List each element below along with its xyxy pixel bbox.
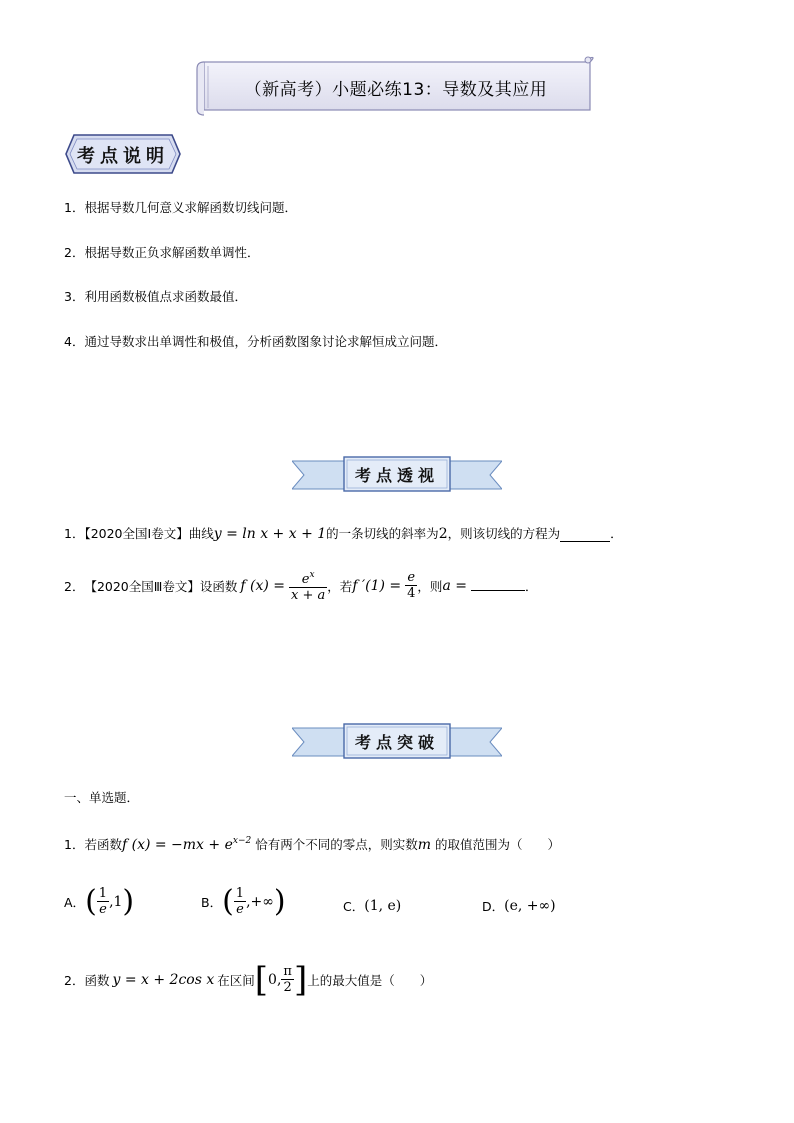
option-a[interactable] — [64, 883, 135, 919]
paren-open: ( — [222, 883, 234, 919]
question-text: ． — [610, 526, 623, 541]
numerator: e — [301, 572, 310, 587]
option-letter: B． — [201, 894, 223, 910]
numerator: e — [405, 570, 417, 586]
note-number: 4． — [64, 334, 85, 349]
question-number: 1． — [64, 837, 85, 852]
bracket-close: ] — [293, 959, 308, 1000]
note-2 — [64, 243, 259, 261]
fraction-1-over-e — [234, 886, 246, 917]
section-ribbon-view — [292, 455, 502, 495]
option-d[interactable] — [482, 897, 556, 915]
interval-start: 0, — [268, 971, 282, 988]
question-text: ，若 — [327, 578, 353, 594]
question-number: 1． — [64, 526, 85, 541]
option-rest: ,1 — [109, 893, 123, 910]
question-text: ． — [524, 578, 538, 594]
fraction-ex-over-xa — [289, 568, 327, 603]
function-expr: f (x) = — [240, 577, 286, 594]
title-banner — [196, 56, 596, 118]
exponent: x−2 — [232, 836, 252, 846]
paren-close: ) — [273, 883, 286, 919]
note-number: 1． — [64, 200, 85, 215]
option-b[interactable] — [201, 883, 286, 919]
question-text: ，则 — [417, 578, 443, 594]
note-number: 2． — [64, 245, 85, 260]
question-text: 恰有两个不同的零点，则实数 — [251, 837, 418, 852]
note-text: 通过导数求出单调性和极值，分析函数图象讨论求解恒成立问题． — [84, 334, 447, 349]
option-c[interactable] — [343, 897, 401, 915]
denominator: 4 — [407, 586, 416, 601]
note-3 — [64, 287, 247, 305]
fraction-pi-over-2 — [281, 964, 294, 995]
ribbon-label: 考点透视 — [354, 466, 439, 485]
source-tag: 【2020全国Ⅲ卷文】 — [84, 578, 200, 594]
section-heading: 一、单选题． — [64, 790, 140, 805]
question-text: 的取值范围为（ ） — [430, 837, 560, 852]
page-title: （新高考）小题必练13：导数及其应用 — [244, 80, 548, 100]
option-letter: A． — [64, 894, 86, 910]
answer-blank — [471, 575, 525, 591]
section-badge-explanation — [64, 133, 182, 175]
view-question-1 — [64, 524, 623, 542]
bracket-open: [ — [254, 959, 269, 1000]
view-question-2 — [64, 568, 537, 603]
numerator: 1 — [98, 886, 108, 901]
denominator: x + a — [291, 588, 326, 603]
numerator: π — [283, 964, 292, 979]
exponent: x — [309, 570, 315, 580]
denominator: e — [99, 902, 107, 917]
option-text: (1, e) — [364, 898, 402, 914]
derivative-expr: f ′(1) = — [352, 577, 402, 594]
option-text: (e, +∞) — [504, 898, 556, 914]
break-question-1 — [64, 835, 560, 853]
paren-close: ) — [122, 883, 135, 919]
option-letter: D． — [482, 899, 505, 914]
fraction-1-over-e — [97, 886, 109, 917]
variable-a: a = — [442, 577, 467, 594]
slope-value: 2 — [438, 526, 448, 542]
source-tag: 【2020全国Ⅰ卷文】 — [84, 526, 189, 541]
ribbon-label: 考点突破 — [354, 733, 439, 752]
denominator: e — [236, 902, 244, 917]
badge-label: 考点说明 — [77, 146, 169, 167]
section-ribbon-break — [292, 722, 502, 762]
question-text: 上的最大值是（ ） — [307, 972, 433, 988]
question-text: 在区间 — [217, 972, 255, 988]
note-1 — [64, 198, 297, 216]
paren-open: ( — [85, 883, 97, 919]
answer-blank — [560, 526, 610, 542]
question-text: ，则该切线的方程为 — [447, 526, 561, 541]
note-text: 利用函数极值点求函数最值． — [84, 289, 247, 304]
option-rest: ,+∞ — [246, 893, 274, 910]
denominator: 2 — [283, 980, 292, 995]
question-text: 曲线 — [188, 526, 214, 541]
note-number: 3． — [64, 289, 85, 304]
note-text: 根据导数正负求解函数单调性． — [84, 245, 260, 260]
variable-m: m — [417, 837, 431, 853]
numerator: 1 — [235, 886, 245, 901]
fraction-e-over-4 — [405, 570, 417, 601]
equation: y = x + 2cos x — [112, 971, 215, 988]
option-letter: C． — [343, 899, 365, 914]
note-text: 根据导数几何意义求解函数切线问题． — [84, 200, 297, 215]
question-text: 的一条切线的斜率为 — [326, 526, 439, 541]
question-number: 2． — [64, 972, 85, 988]
equation: y = ln x + x + 1 — [213, 526, 327, 542]
question-text: 设函数 — [199, 578, 238, 594]
question-text: 若函数 — [84, 837, 122, 852]
question-text: 函数 — [84, 972, 110, 988]
question-number: 2． — [64, 578, 85, 594]
equation: f (x) = −mx + e — [121, 837, 233, 853]
note-4 — [64, 332, 447, 350]
break-question-2 — [64, 959, 433, 1000]
